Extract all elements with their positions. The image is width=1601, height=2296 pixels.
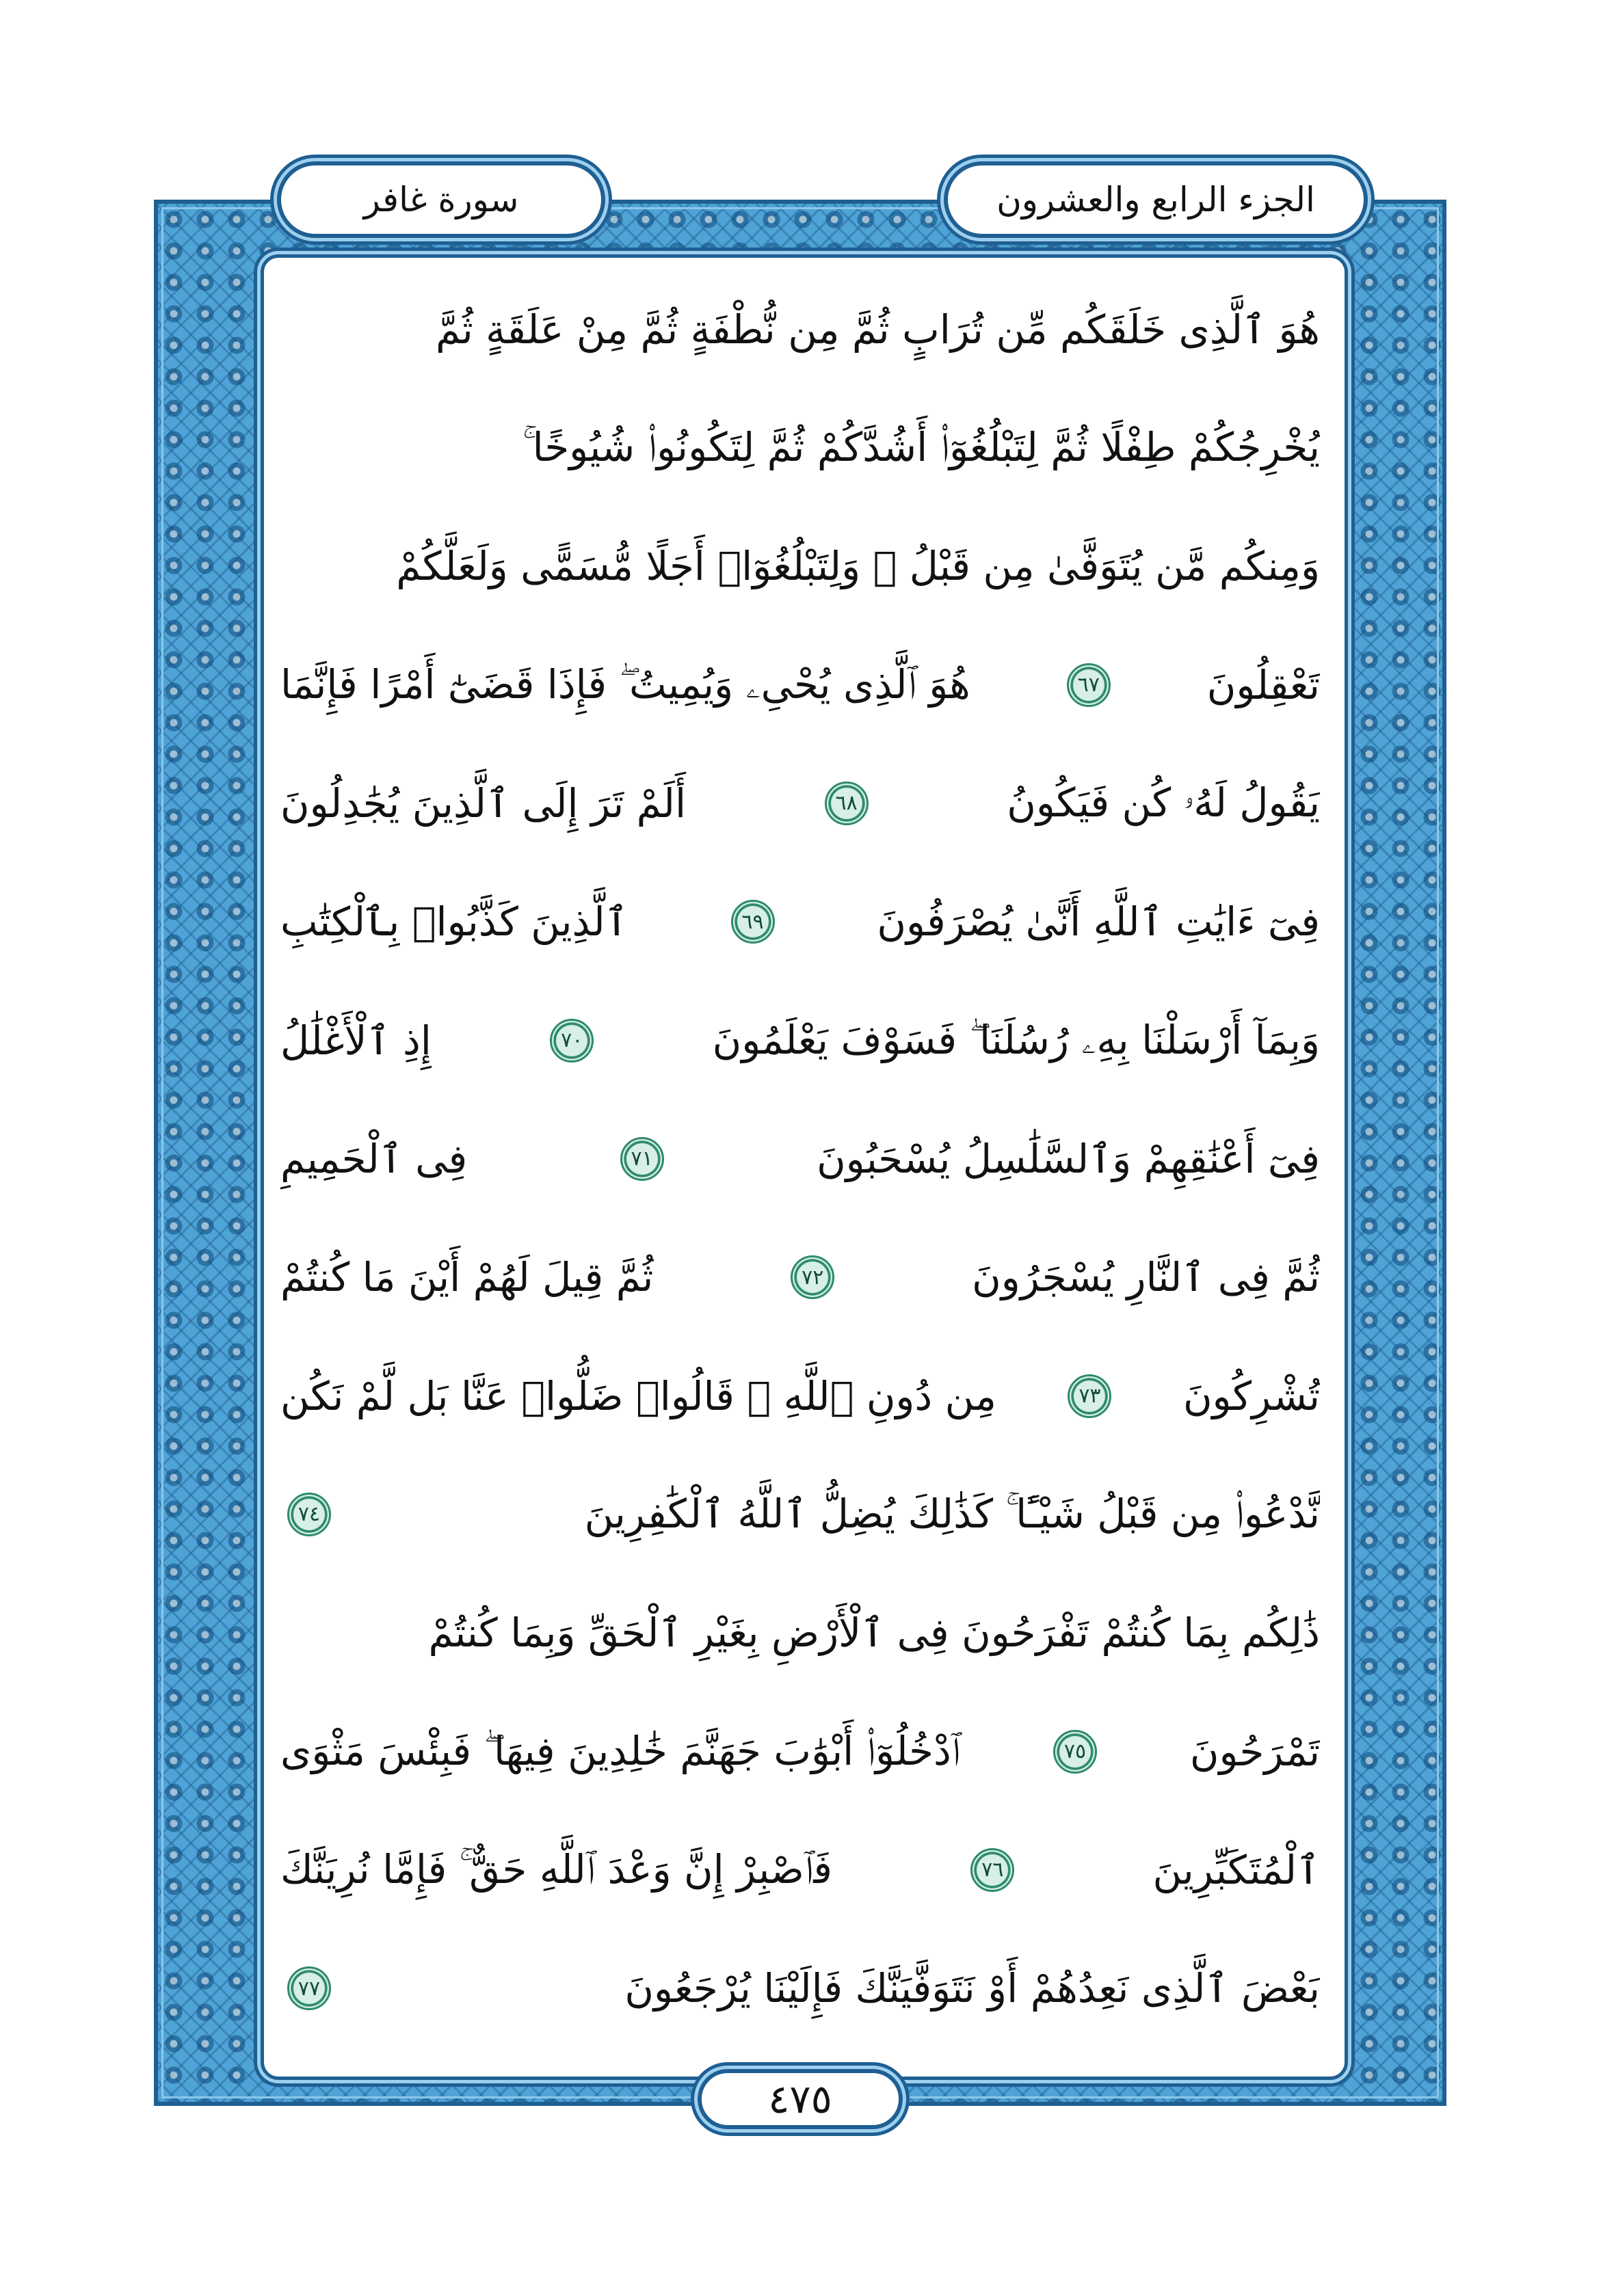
ayah-number-marker: ٧٥ [1053, 1730, 1097, 1774]
ayah-number-marker: ٦٨ [825, 782, 869, 825]
text-line [280, 1455, 1320, 1573]
verse-text: تَمْرَحُونَ [1189, 1728, 1320, 1775]
verse-text: فَٱصْبِرْ إِنَّ وَعْدَ ٱللَّهِ حَقٌّ ۚ فَإِمَّا نُرِيَنَّكَ [280, 1846, 832, 1893]
verse-text: ثُمَّ قِيلَ لَهُمْ أَيْنَ مَا كُنتُمْ [280, 1254, 654, 1301]
text-line [280, 1099, 1320, 1218]
ayah-number-marker: ٧١ [620, 1137, 664, 1181]
verse-text: إِذِ ٱلْأَغْلَٰلُ [280, 1017, 432, 1064]
text-line [280, 507, 1320, 626]
text-line [280, 1930, 1320, 2048]
text-line [280, 981, 1320, 1099]
ayah-number-marker: ٧٣ [1068, 1374, 1111, 1418]
ayah-number-marker: ٦٩ [731, 900, 775, 944]
text-line [280, 744, 1320, 862]
verse-text: وَمِنكُم مَّن يُتَوَفَّىٰ مِن قَبْلُ ۖ وَلِتَبْلُغُوٓا۟ أَجَلًا مُّسَمًّى وَلَعَلَّكُمْ [396, 543, 1320, 590]
verse-text: بَعْضَ ٱلَّذِى نَعِدُهُمْ أَوْ نَتَوَفَّيَنَّكَ فَإِلَيْنَا يُرْجَعُونَ [624, 1965, 1320, 2012]
verse-text: هُوَ ٱلَّذِى خَلَقَكُم مِّن تُرَابٍ ثُمَّ مِن نُّطْفَةٍ ثُمَّ مِنْ عَلَقَةٍ ثُمَّ [435, 306, 1320, 353]
verse-text: ٱدْخُلُوٓا۟ أَبْوَٰبَ جَهَنَّمَ خَٰلِدِينَ فِيهَا ۖ فَبِئْسَ مَثْوَى [280, 1728, 961, 1775]
text-line [280, 1218, 1320, 1337]
verse-text: أَلَمْ تَرَ إِلَى ٱلَّذِينَ يُجَٰدِلُونَ [280, 779, 687, 827]
ayah-number-marker: ٧٦ [970, 1848, 1014, 1892]
text-line [280, 1337, 1320, 1455]
verse-text: فِى ٱلْحَمِيمِ [280, 1135, 468, 1182]
verse-text: وَبِمَآ أَرْسَلْنَا بِهِۦ رُسُلَنَا ۖ فَسَوْفَ يَعْلَمُونَ [712, 1017, 1320, 1064]
verse-text: مِن دُونِ ٱللَّهِ ۖ قَالُوا۟ ضَلُّوا۟ عَنَّا بَل لَّمْ نَكُن [280, 1372, 996, 1419]
text-line [280, 1811, 1320, 1929]
text-line [280, 1574, 1320, 1692]
ayah-number-marker: ٧٢ [791, 1255, 834, 1299]
verse-text: ثُمَّ فِى ٱلنَّارِ يُسْجَرُونَ [972, 1254, 1320, 1301]
verse-text: يَقُولُ لَهُۥ كُن فَيَكُونُ [1007, 779, 1320, 827]
text-line [280, 270, 1320, 388]
text-line [280, 1692, 1320, 1811]
verse-text: تُشْرِكُونَ [1182, 1372, 1320, 1419]
text-line [280, 388, 1320, 507]
verse-text: هُوَ ٱلَّذِى يُحْىِۦ وَيُمِيتُ ۖ فَإِذَا قَضَىٰٓ أَمْرًا فَإِنَّمَا [280, 661, 970, 708]
verse-text: تَعْقِلُونَ [1206, 661, 1320, 708]
verse-text: ٱلَّذِينَ كَذَّبُوا۟ بِٱلْكِتَٰبِ [280, 898, 629, 946]
verse-text: ذَٰلِكُم بِمَا كُنتُمْ تَفْرَحُونَ فِى ٱلْأَرْضِ بِغَيْرِ ٱلْحَقِّ وَبِمَا كُنتُمْ [428, 1610, 1320, 1657]
ayah-number-marker: ٧٤ [287, 1493, 331, 1536]
ayah-number-marker: ٦٧ [1067, 663, 1111, 707]
ayah-number-marker: ٧٠ [550, 1019, 594, 1063]
verse-text: يُخْرِجُكُمْ طِفْلًا ثُمَّ لِتَبْلُغُوٓا۟ أَشُدَّكُمْ ثُمَّ لِتَكُونُوا۟ شُيُوخًا ۚ [522, 424, 1320, 471]
text-line [280, 863, 1320, 981]
text-line [280, 626, 1320, 744]
ayah-number-marker: ٧٧ [287, 1966, 331, 2010]
juz-title: الجزء الرابع والعشرون [996, 180, 1315, 219]
surah-header [277, 161, 605, 238]
verse-text: ٱلْمُتَكَبِّرِينَ [1152, 1846, 1320, 1893]
page-number-badge [698, 2069, 903, 2129]
verse-text: فِىٓ أَعْنَٰقِهِمْ وَٱلسَّلَٰسِلُ يُسْحَبُونَ [817, 1135, 1320, 1182]
surah-title: سورة غافر [363, 180, 519, 219]
verse-text: نَّدْعُوا۟ مِن قَبْلُ شَيْـًٔا ۚ كَذَٰلِكَ يُضِلُّ ٱللَّهُ ٱلْكَٰفِرِينَ [584, 1491, 1320, 1538]
page-number: ٤٧٥ [768, 2076, 832, 2122]
quran-text [280, 270, 1320, 2048]
juz-header [944, 161, 1368, 238]
verse-text: فِىٓ ءَايَٰتِ ٱللَّهِ أَنَّىٰ يُصْرَفُونَ [877, 898, 1320, 946]
